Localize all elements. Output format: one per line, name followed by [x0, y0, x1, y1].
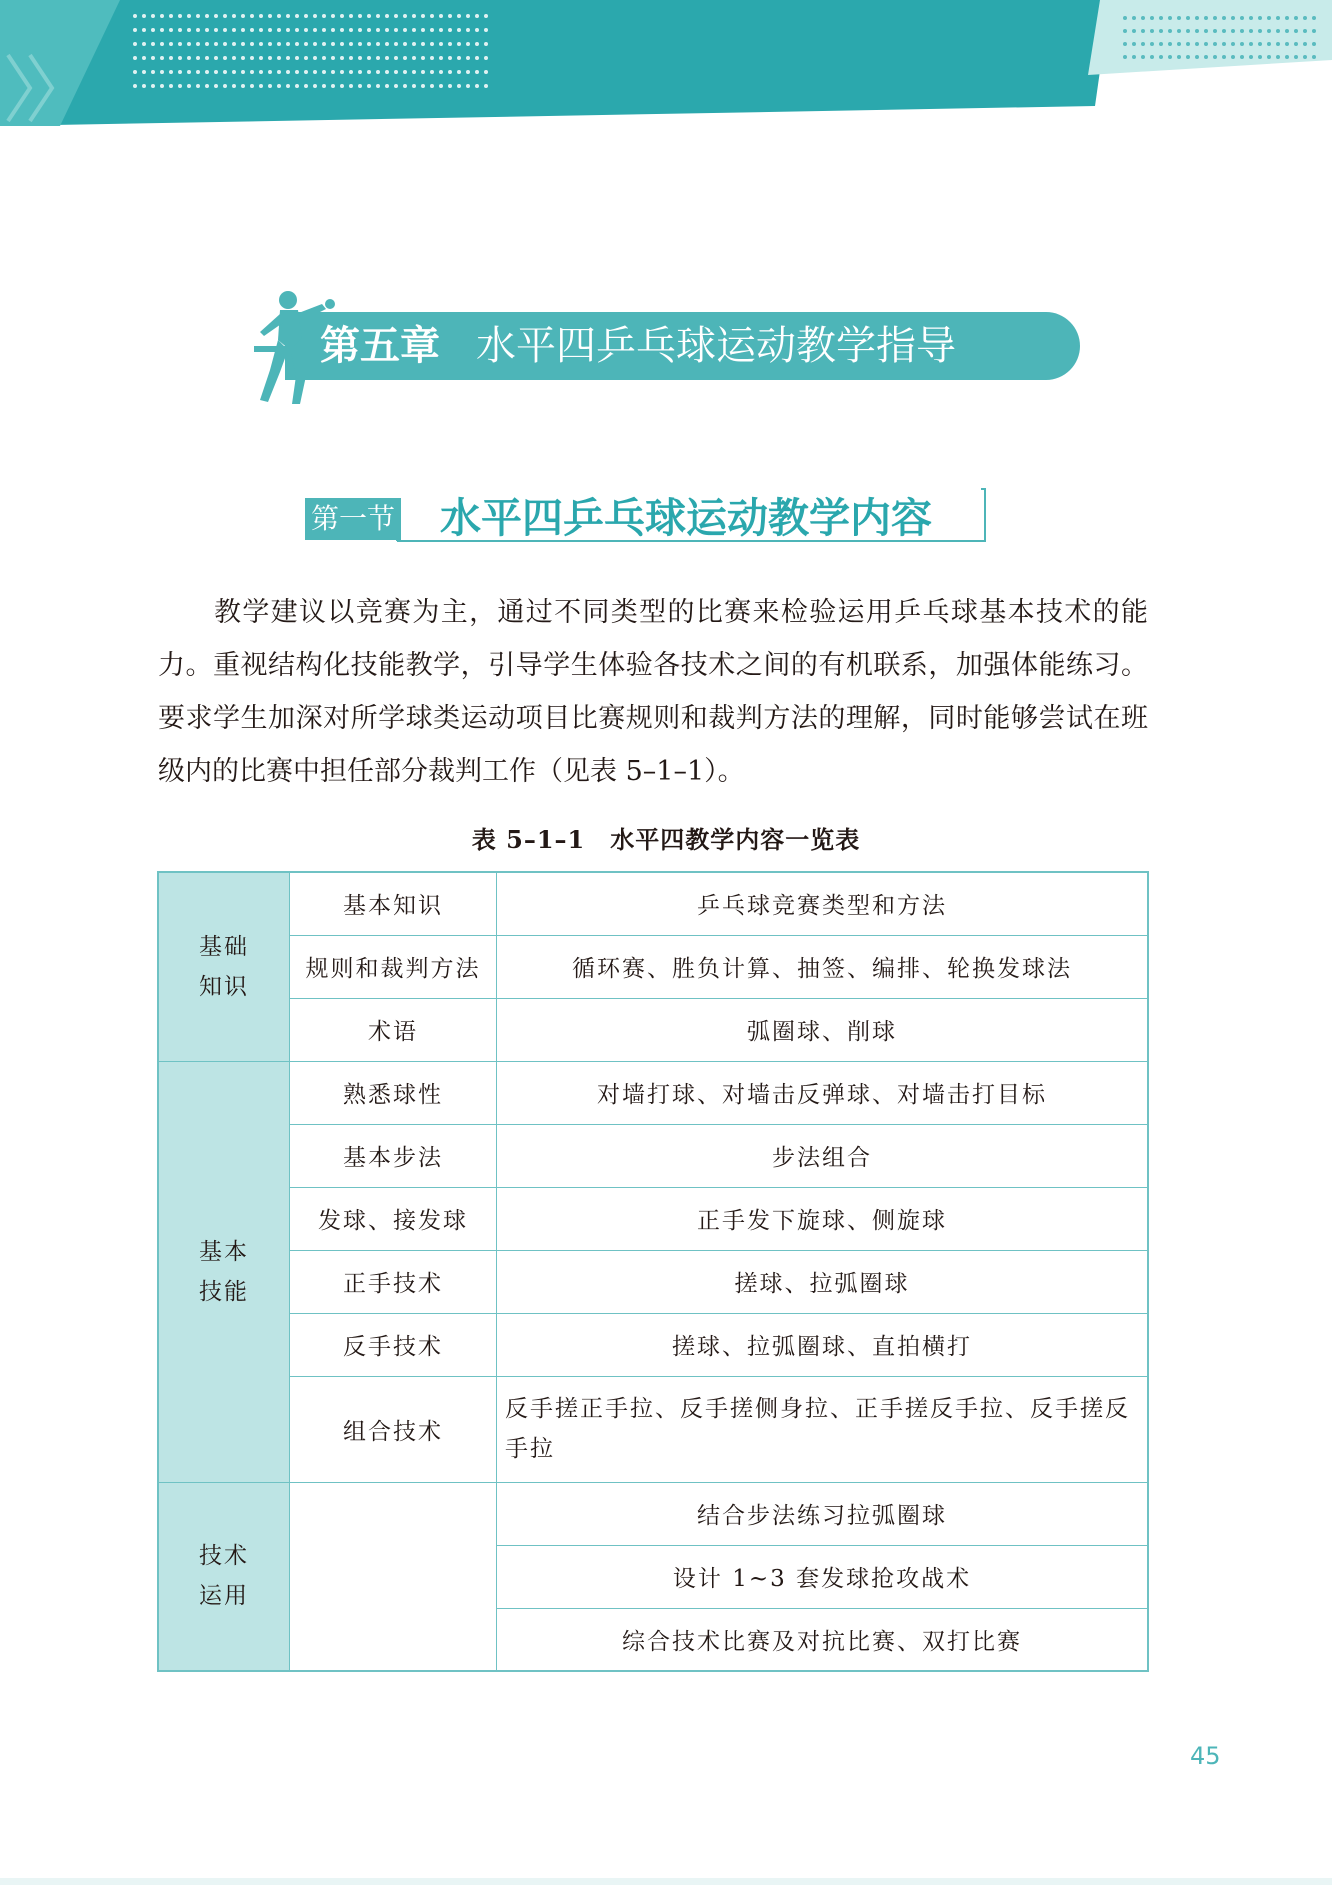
header-banner: [0, 0, 1332, 130]
section-label: 第一节: [305, 498, 401, 540]
body-paragraph: [158, 586, 1148, 798]
chapter-title: [320, 312, 956, 380]
table-row: [158, 872, 1148, 935]
chapter-title-text: 水平四乒乓球运动教学指导: [476, 323, 956, 369]
content-cell: 结合步法练习拉弧圈球: [497, 1482, 1149, 1545]
table-caption: 表 5–1–1 水平四教学内容一览表: [471, 825, 861, 854]
subcategory-cell: 术语: [290, 998, 497, 1061]
page-number: 45: [1190, 1742, 1221, 1770]
table-row: [158, 1250, 1148, 1313]
subcategory-cell: 反手技术: [290, 1313, 497, 1376]
subcategory-cell: 熟悉球性: [290, 1061, 497, 1124]
paragraph-text: 教学建议以竞赛为主，通过不同类型的比赛来检验运用乒乓球基本技术的能力。重视结构化技能教学，引导学生体验各技术之间的有机联系，加强体能练习。要求学生加深对所学球类运动项目比赛规则和裁判方法的理解，同时能够尝试在班级内的比赛中担任部分裁判工作（见表 5–1–1）。: [158, 597, 1148, 787]
table-row: [158, 1124, 1148, 1187]
content-cell: 搓球、拉弧圈球、直拍横打: [497, 1313, 1149, 1376]
table-row: [158, 1376, 1148, 1482]
footer-strip: [0, 1878, 1332, 1885]
content-cell: 综合技术比赛及对抗比赛、双打比赛: [497, 1608, 1149, 1671]
category-cell: 基础 知识: [158, 872, 290, 1061]
section-title: 水平四乒乓球运动教学内容: [440, 494, 932, 542]
content-cell: 设计 1~3 套发球抢攻战术: [497, 1545, 1149, 1608]
content-cell: 正手发下旋球、侧旋球: [497, 1187, 1149, 1250]
content-cell: 循环赛、胜负计算、抽签、编排、轮换发球法: [497, 935, 1149, 998]
table-row: [158, 1313, 1148, 1376]
content-cell: 乒乓球竞赛类型和方法: [497, 872, 1149, 935]
chapter-heading: [230, 290, 1080, 410]
content-cell: 对墙打球、对墙击反弹球、对墙击打目标: [497, 1061, 1149, 1124]
subcategory-cell: [290, 1482, 497, 1671]
content-cell: 弧圈球、削球: [497, 998, 1149, 1061]
content-cell: 步法组合: [497, 1124, 1149, 1187]
table-row: [158, 1187, 1148, 1250]
content-cell: 反手搓正手拉、反手搓侧身拉、正手搓反手拉、反手搓反手拉: [497, 1376, 1149, 1482]
subcategory-cell: 正手技术: [290, 1250, 497, 1313]
subcategory-cell: 组合技术: [290, 1376, 497, 1482]
subcategory-cell: 基本知识: [290, 872, 497, 935]
table-row: [158, 998, 1148, 1061]
category-cell: 技术 运用: [158, 1482, 290, 1671]
table-row: [158, 1061, 1148, 1124]
subcategory-cell: 基本步法: [290, 1124, 497, 1187]
content-table: [157, 871, 1149, 1672]
subcategory-cell: 发球、接发球: [290, 1187, 497, 1250]
subcategory-cell: 规则和裁判方法: [290, 935, 497, 998]
section-heading: [305, 488, 1005, 550]
table-row: [158, 935, 1148, 998]
category-cell: 基本 技能: [158, 1061, 290, 1482]
chapter-label: 第五章: [320, 323, 440, 369]
table-row: [158, 1482, 1148, 1545]
content-cell: 搓球、拉弧圈球: [497, 1250, 1149, 1313]
